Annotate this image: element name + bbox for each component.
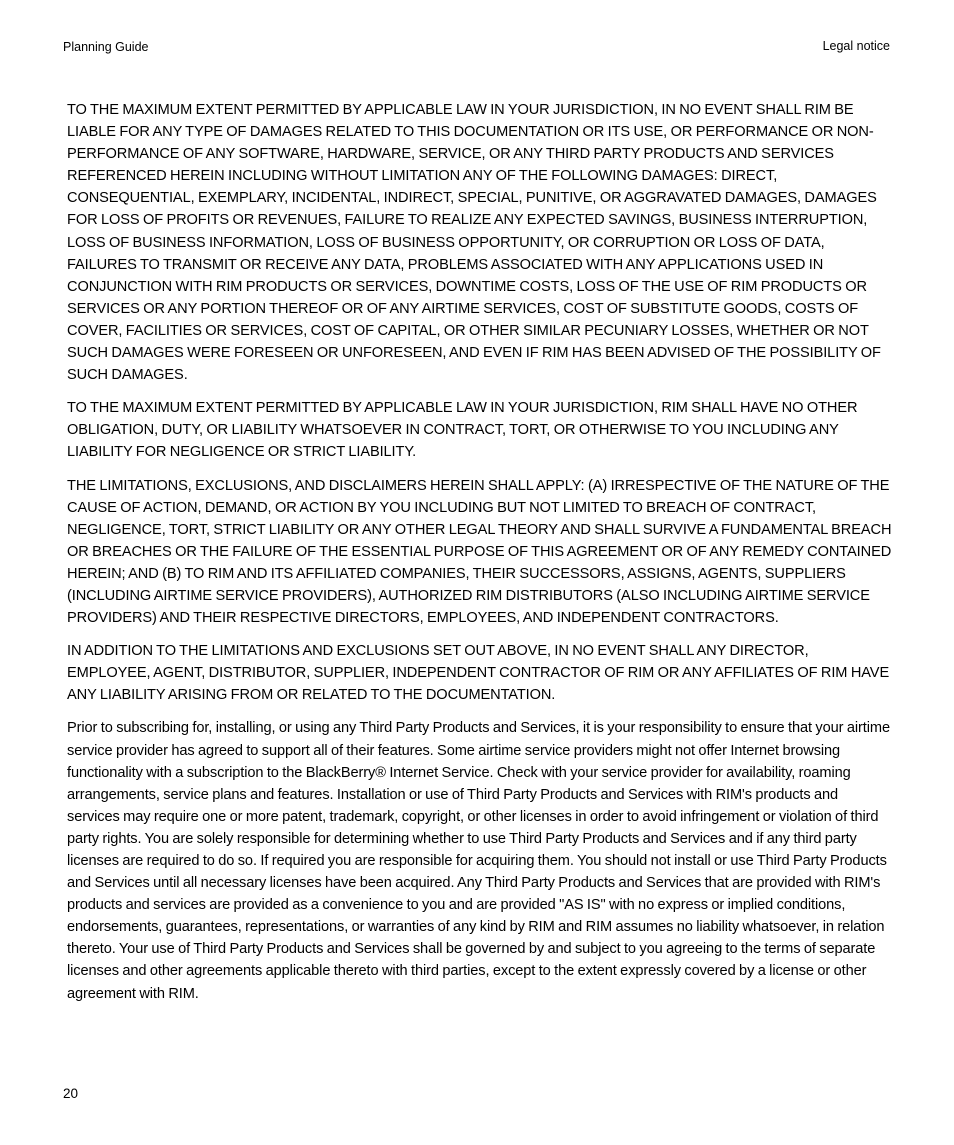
document-body <box>67 99 893 1016</box>
paragraph-limitations-apply: THE LIMITATIONS, EXCLUSIONS, AND DISCLAIMERS HEREIN SHALL APPLY: (A) IRRESPECTIVE OF THE NATURE OF THE CAUSE OF ACTION, DEMAND, OR ACTION BY YOU INCLUDING BUT NOT LIMITED TO BREACH OF CONTRACT, NEGLIGENCE, TORT, STRICT LIABILITY OR ANY OTHER LEGAL THEORY AND SHALL SURVIVE A FUNDAMENTAL BREACH OR BREACHES OR THE FAILURE OF THE ESSENTIAL PURPOSE OF THIS AGREEMENT OR OF ANY REMEDY CONTAINED HEREIN; AND (B) TO RIM AND ITS AFFILIATED COMPANIES, THEIR SUCCESSORS, ASSIGNS, AGENTS, SUPPLIERS (INCLUDING AIRTIME SERVICE PROVIDERS), AUTHORIZED RIM DISTRIBUTORS (ALSO INCLUDING AIRTIME SERVICE PROVIDERS) AND THEIR RESPECTIVE DIRECTORS, EMPLOYEES, AND INDEPENDENT CONTRACTORS. <box>67 477 892 627</box>
paragraph-third-party-products: Prior to subscribing for, installing, or using any Third Party Products and Services, it is your responsibility to ensure that your airtime service provider has agreed to support all of their features. Some airtime service providers might not offer Internet browsing functionality with a subscription to the BlackBerry® Internet Service. Check with your service provider for availability, roaming arrangements, service plans and features. Installation or use of Third Party Products and Services with RIM's products and services may require one or more patent, trademark, copyright, or other licenses in order to avoid infringement or violation of third party rights. You are solely responsible for determining whether to use Third Party Products and Services and if any third party licenses are required to do so. If required you are responsible for acquiring them. You should not install or use Third Party Products and Services until all necessary licenses have been acquired. Any Third Party Products and Services that are provided with RIM's products and services are provided as a convenience to you and are provided "AS IS" with no express or implied conditions, endorsements, guarantees, representations, or warranties of any kind by RIM and RIM assumes no liability whatsoever, in relation thereto. Your use of Third Party Products and Services shall be governed by and subject to you agreeing to the terms of separate licenses and other agreements applicable thereto with third parties, except to the extent expressly covered by a license or other agreement with RIM. <box>67 720 890 1002</box>
paragraph-no-other-obligation: TO THE MAXIMUM EXTENT PERMITTED BY APPLICABLE LAW IN YOUR JURISDICTION, RIM SHALL HAVE NO OTHER OBLIGATION, DUTY, OR LIABILITY WHATSOEVER IN CONTRACT, TORT, OR OTHERWISE TO YOU INCLUDING ANY LIABILITY FOR NEGLIGENCE OR STRICT LIABILITY. <box>67 400 858 461</box>
running-header-title: Planning Guide <box>63 40 149 54</box>
paragraph-damages-limitation: TO THE MAXIMUM EXTENT PERMITTED BY APPLICABLE LAW IN YOUR JURISDICTION, IN NO EVENT SHALL RIM BE LIABLE FOR ANY TYPE OF DAMAGES RELATED TO THIS DOCUMENTATION OR ITS USE, OR PERFORMANCE OR NON-PERFORMANCE OF ANY SOFTWARE, HARDWARE, SERVICE, OR ANY THIRD PARTY PRODUCTS AND SERVICES REFERENCED HEREIN INCLUDING WITHOUT LIMITATION ANY OF THE FOLLOWING DAMAGES: DIRECT, CONSEQUENTIAL, EXEMPLARY, INCIDENTAL, INDIRECT, SPECIAL, PUNITIVE, OR AGGRAVATED DAMAGES, DAMAGES FOR LOSS OF PROFITS OR REVENUES, FAILURE TO REALIZE ANY EXPECTED SAVINGS, BUSINESS INTERRUPTION, LOSS OF BUSINESS INFORMATION, LOSS OF BUSINESS OPPORTUNITY, OR CORRUPTION OR LOSS OF DATA, FAILURES TO TRANSMIT OR RECEIVE ANY DATA, PROBLEMS ASSOCIATED WITH ANY APPLICATIONS USED IN CONJUNCTION WITH RIM PRODUCTS OR SERVICES, DOWNTIME COSTS, LOSS OF THE USE OF RIM PRODUCTS OR SERVICES OR ANY PORTION THEREOF OR OF ANY AIRTIME SERVICES, COST OF SUBSTITUTE GOODS, COSTS OF COVER, FACILITIES OR SERVICES, COST OF CAPITAL, OR OTHER SIMILAR PECUNIARY LOSSES, WHETHER OR NOT SUCH DAMAGES WERE FORESEEN OR UNFORESEEN, AND EVEN IF RIM HAS BEEN ADVISED OF THE POSSIBILITY OF SUCH DAMAGES. <box>67 102 881 384</box>
running-header-section: Legal notice <box>822 39 890 53</box>
paragraph-no-director-liability: IN ADDITION TO THE LIMITATIONS AND EXCLUSIONS SET OUT ABOVE, IN NO EVENT SHALL ANY DIRECTOR, EMPLOYEE, AGENT, DISTRIBUTOR, SUPPLIER, INDEPENDENT CONTRACTOR OF RIM OR ANY AFFILIATES OF RIM HAVE ANY LIABILITY ARISING FROM OR RELATED TO THE DOCUMENTATION. <box>67 643 890 704</box>
page-number: 20 <box>63 1086 79 1101</box>
